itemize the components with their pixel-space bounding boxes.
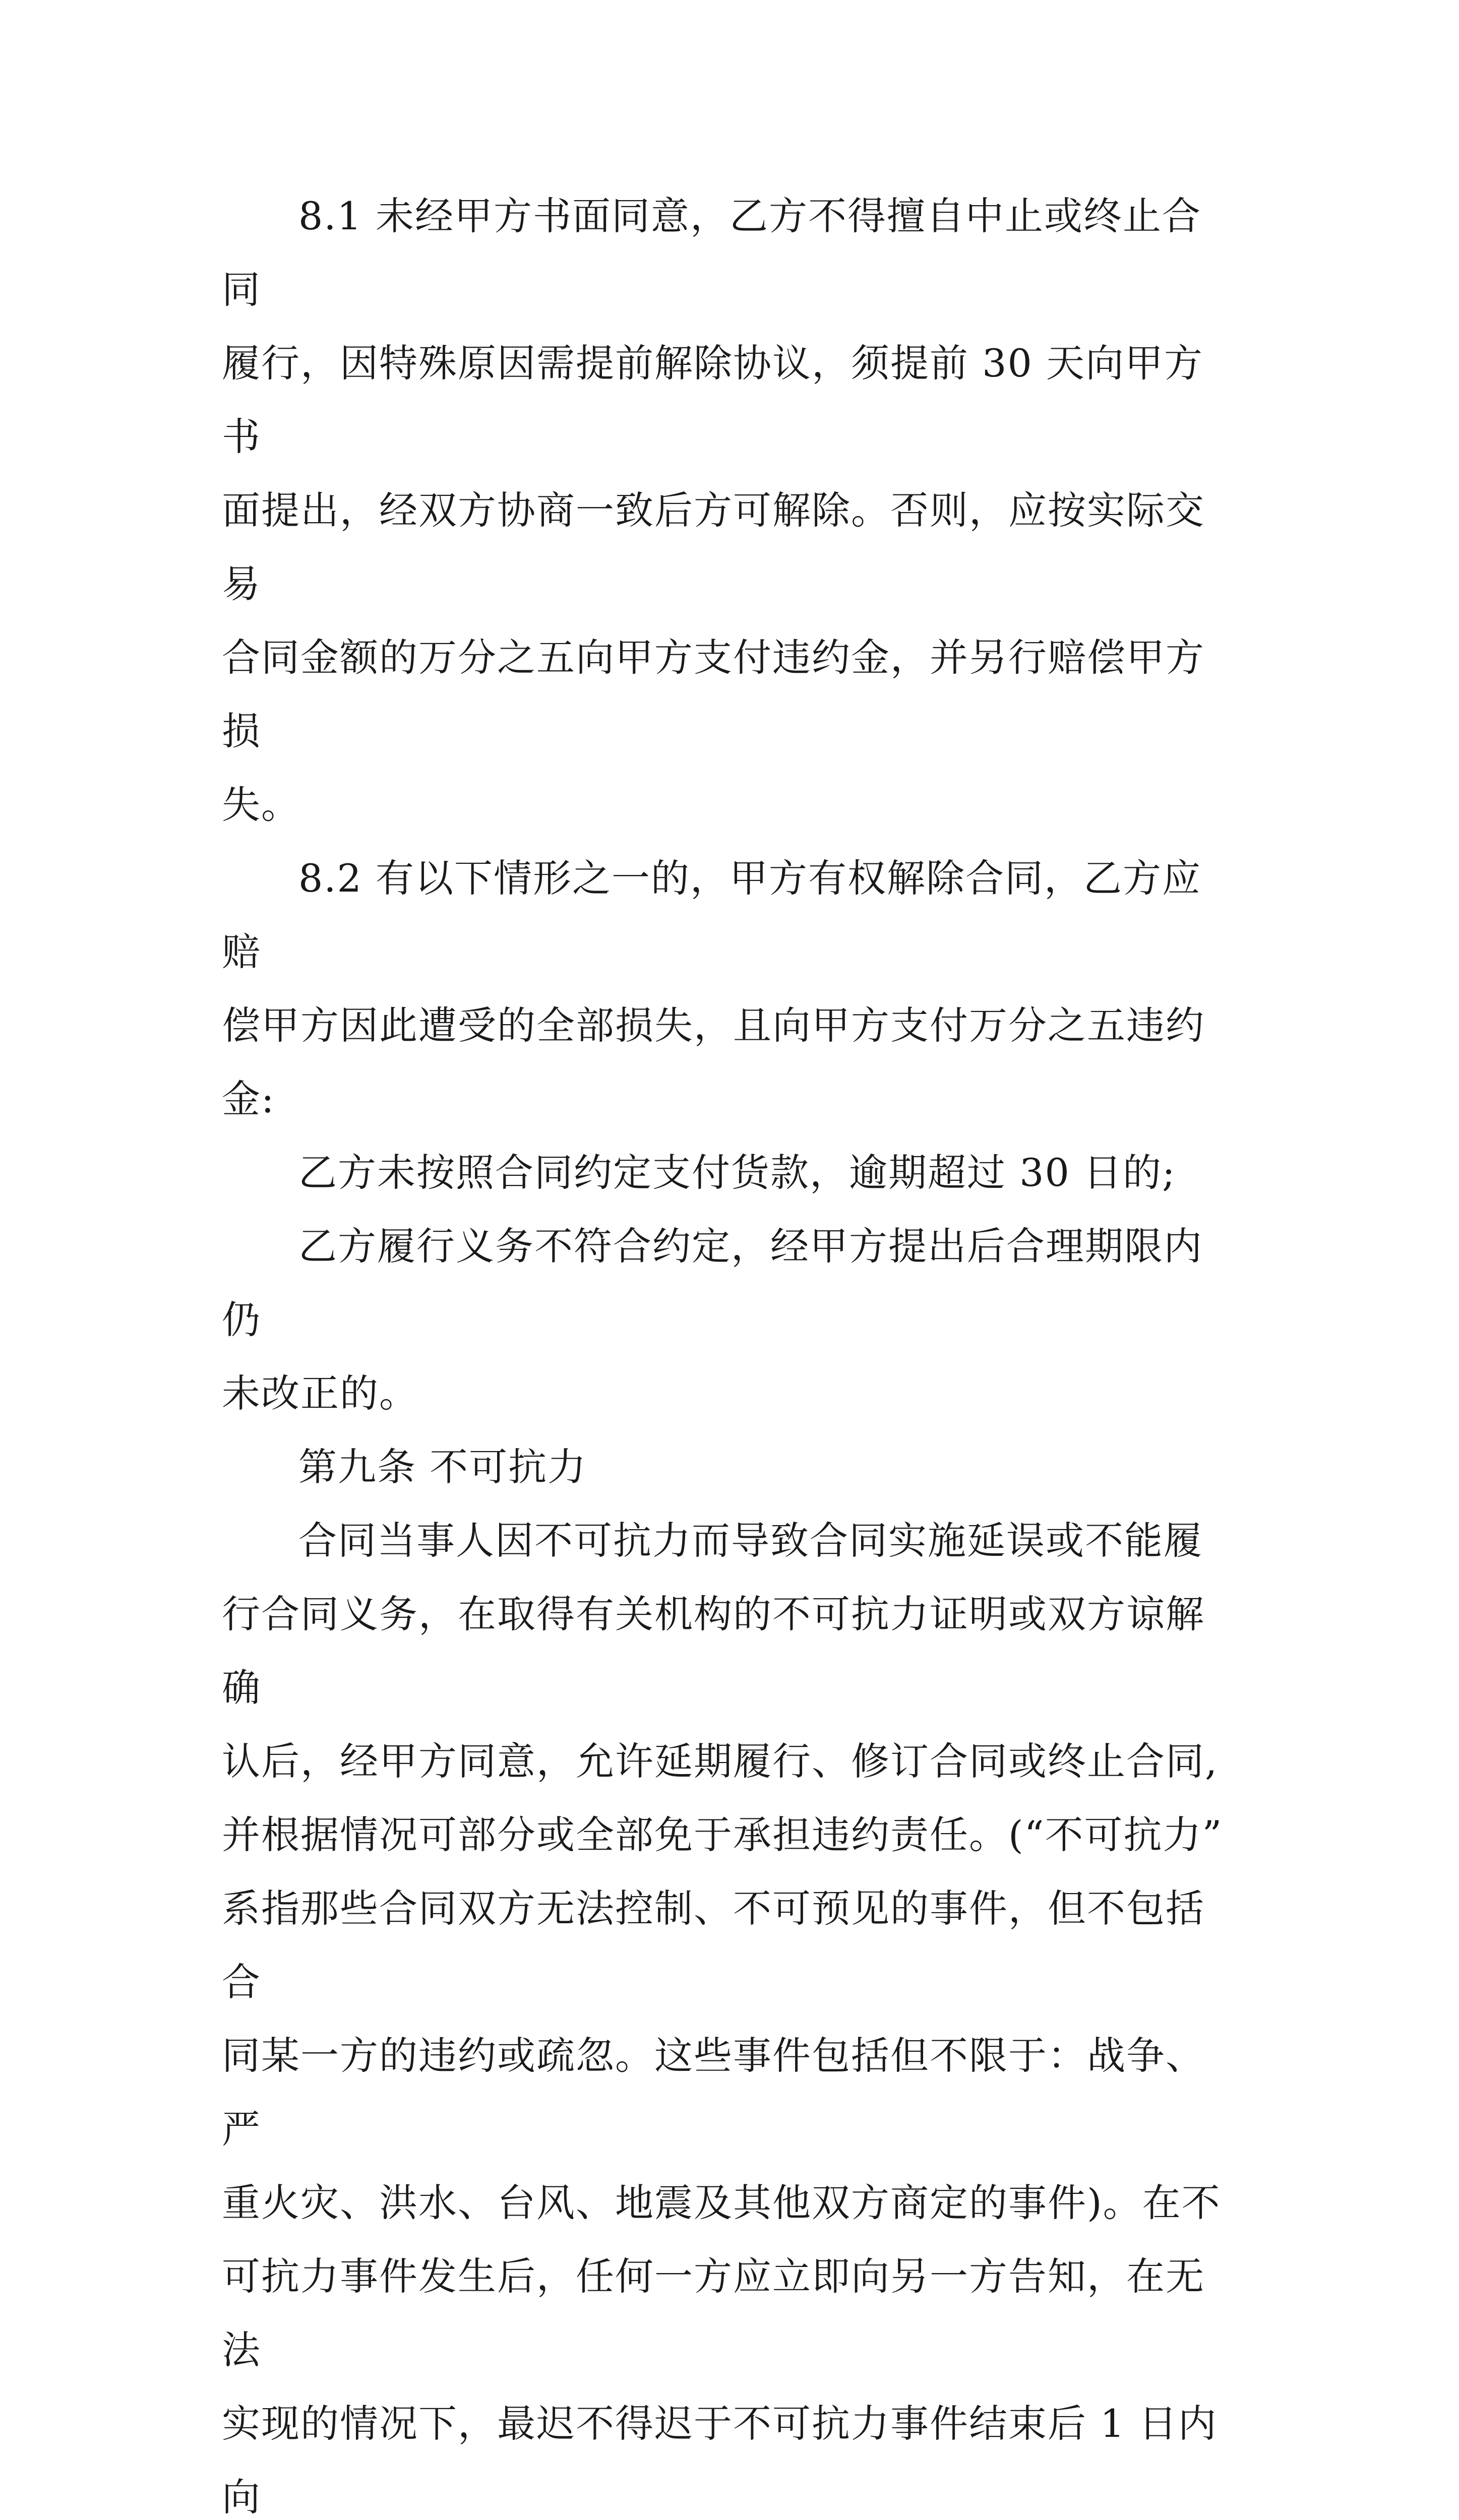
text-line: 面提出，经双方协商一致后方可解除。否则，应按实际交易	[222, 488, 1205, 606]
text-line: 系指那些合同双方无法控制、不可预见的事件，但不包括合	[222, 1886, 1205, 2004]
clause-8-1-paragraph	[222, 179, 1240, 842]
text-line: 行合同义务，在取得有关机构的不可抗力证明或双方谅解确	[222, 1592, 1205, 1710]
article-9-heading	[222, 1430, 1240, 1504]
text-line: 未改正的。	[222, 1371, 418, 1416]
text-line: 认后，经甲方同意，允许延期履行、修订合同或终止合同,	[222, 1739, 1219, 1784]
document-body	[222, 179, 1240, 2520]
text-line: 合同金额的万分之五向甲方支付违约金，并另行赔偿甲方损	[222, 635, 1205, 753]
text-line: 实现的情况下，最迟不得迟于不可抗力事件结束后 1 日内向	[222, 2401, 1218, 2519]
text-line: 履行，因特殊原因需提前解除协议，须提前 30 天向甲方书	[222, 341, 1204, 459]
text-line: 偿甲方因此遭受的全部损失，且向甲方支付万分之五违约金:	[222, 1003, 1205, 1121]
text-line: 同某一方的违约或疏忽。这些事件包括但不限于：战争、严	[222, 2033, 1205, 2152]
text-line: 8.2 有以下情形之一的，甲方有权解除合同，乙方应赔	[222, 856, 1202, 974]
section-heading: 第九条 不可抗力	[298, 1444, 587, 1489]
text-line: 重火灾、洪水、台风、地震及其他双方商定的事件)。在不	[222, 2180, 1221, 2225]
force-majeure-paragraph	[222, 1504, 1240, 2520]
text-line: 合同当事人因不可抗力而导致合同实施延误或不能履	[298, 1518, 1203, 1563]
text-line: 可抗力事件发生后，任何一方应立即向另一方告知，在无法	[222, 2254, 1205, 2372]
text-line: 8.1 未经甲方书面同意，乙方不得擅自中止或终止合同	[222, 194, 1202, 312]
text-line: 并根据情况可部分或全部免于承担违约责任。(“不可抗力”	[222, 1812, 1223, 1857]
text-line: 乙方未按照合同约定支付货款，逾期超过 30 日的;	[298, 1150, 1176, 1195]
condition-1-paragraph	[222, 1136, 1240, 1210]
text-line: 失。	[222, 782, 300, 827]
condition-2-paragraph	[222, 1210, 1240, 1430]
clause-8-2-paragraph	[222, 842, 1240, 1136]
text-line: 乙方履行义务不符合约定，经甲方提出后合理期限内仍	[222, 1224, 1203, 1342]
